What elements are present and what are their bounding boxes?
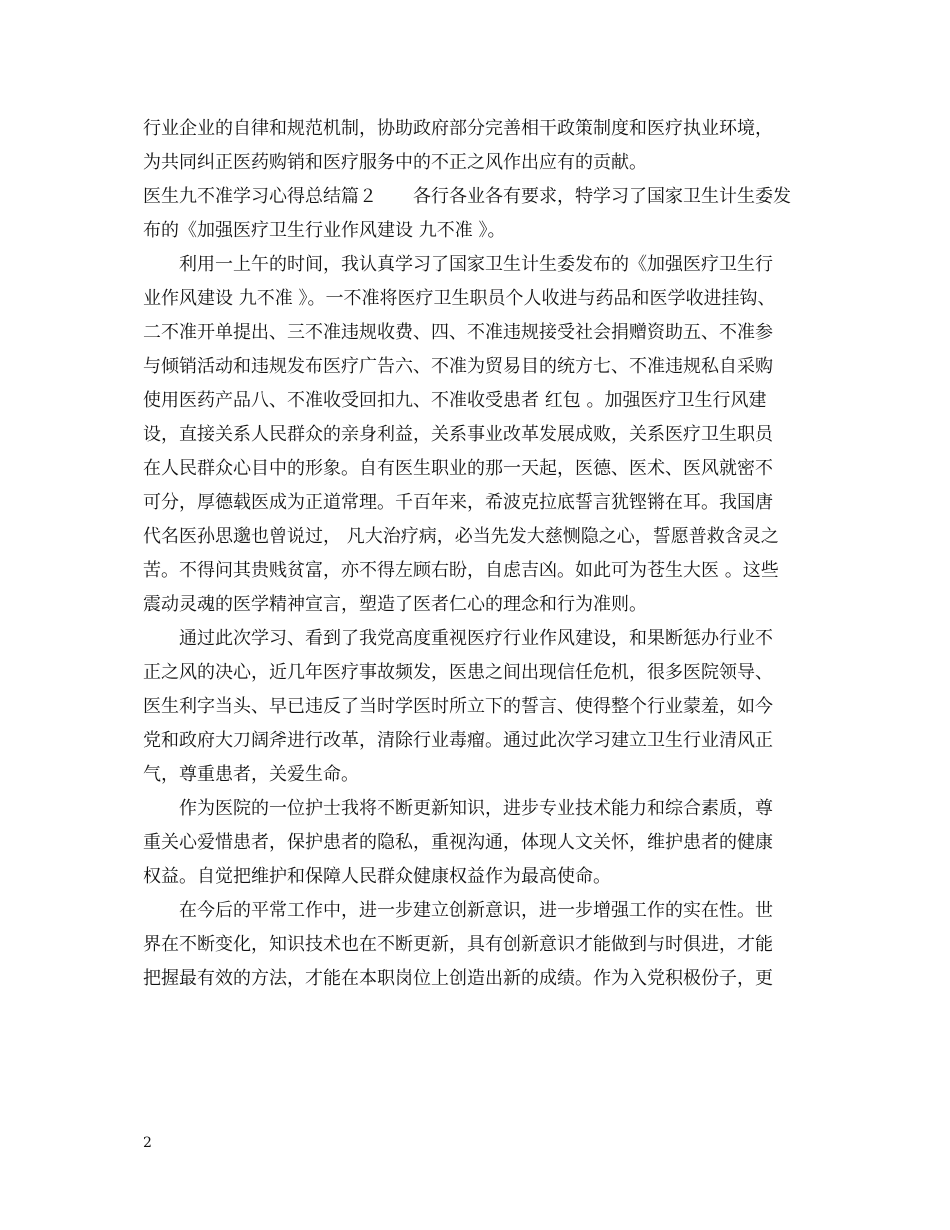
text-line: 医生利字当头、早已违反了当时学医时所立下的誓言、使得整个行业蒙羞，如今	[143, 696, 773, 717]
paragraph-start-line: 通过此次学习、看到了我党高度重视医疗行业作风建设，和果断惩办行业不	[179, 628, 773, 649]
paragraph-start-line: 在今后的平常工作中，进一步建立创新意识，进一步增强工作的实在性。世	[179, 900, 773, 921]
text-line: 设，直接关系人民群众的亲身利益，关系事业改革发展成败，关系医疗卫生职员	[143, 424, 773, 445]
text-line: 正之风的决心，近几年医疗事故频发，医患之间出现信任危机，很多医院领导、	[143, 662, 773, 683]
text-line: 业作风建设 九不准 》。一不准将医疗卫生职员个人收进与药品和医学收进挂钩、	[143, 288, 776, 309]
text-line: 权益。自觉把维护和保障人民群众健康权益作为最高使命。	[143, 866, 611, 887]
paragraph-start-line: 作为医院的一位护士我将不断更新知识，进步专业技术能力和综合素质，尊	[179, 798, 773, 819]
page-number: 2	[143, 1135, 152, 1151]
text-line: 重关心爱惜患者，保护患者的隐私，重视沟通，体现人文关怀，维护患者的健康	[143, 832, 773, 853]
text-line: 苦。不得问其贵贱贫富，亦不得左顾右盼，自虑吉凶。如此可为苍生大医 。这些	[143, 560, 779, 581]
text-line: 为共同纠正医药购销和医疗服务中的不正之风作出应有的贡献。	[143, 152, 647, 173]
text-line: 党和政府大刀阔斧进行改革，清除行业毒瘤。通过此次学习建立卫生行业清风正	[143, 730, 773, 751]
text-line: 与倾销活动和违规发布医疗广告六、不准为贸易目的统方七、不准违规私自采购	[143, 356, 773, 377]
text-line: 使用医药产品八、不准收受回扣九、不准收受患者 红包 。加强医疗卫生行风建	[143, 390, 767, 411]
text-line: 震动灵魂的医学精神宣言，塑造了医者仁心的理念和行为准则。	[143, 594, 647, 615]
paragraph-start-line: 利用一上午的时间，我认真学习了国家卫生计生委发布的《加强医疗卫生行	[179, 254, 773, 275]
text-line: 把握最有效的方法，才能在本职岗位上创造出新的成绩。作为入党积极份子，更	[143, 968, 773, 989]
text-line: 行业企业的自律和规范机制，协助政府部分完善相干政策制度和医疗执业环境，	[143, 118, 773, 139]
text-line: 界在不断变化，知识技术也在不断更新，具有创新意识才能做到与时俱进，才能	[143, 934, 773, 955]
text-line: 可分，厚德载医成为正道常理。千百年来，希波克拉底誓言犹铿锵在耳。我国唐	[143, 492, 773, 513]
text-line: 布的《加强医疗卫生行业作风建设 九不准 》。	[143, 220, 506, 241]
text-line: 代名医孙思邈也曾说过， 凡大治疗病，必当先发大慈恻隐之心，誓愿普救含灵之	[143, 526, 779, 547]
section-heading-line: 医生九不准学习心得总结篇２ 各行各业各有要求，特学习了国家卫生计生委发	[143, 186, 791, 207]
text-line: 二不准开单提出、三不准违规收费、四、不准违规接受社会捐赠资助五、不准参	[143, 322, 773, 343]
text-line: 气，尊重患者，关爱生命。	[143, 764, 359, 785]
document-body	[143, 112, 811, 996]
text-line: 在人民群众心目中的形象。自有医生职业的那一天起，医德、医术、医风就密不	[143, 458, 773, 479]
